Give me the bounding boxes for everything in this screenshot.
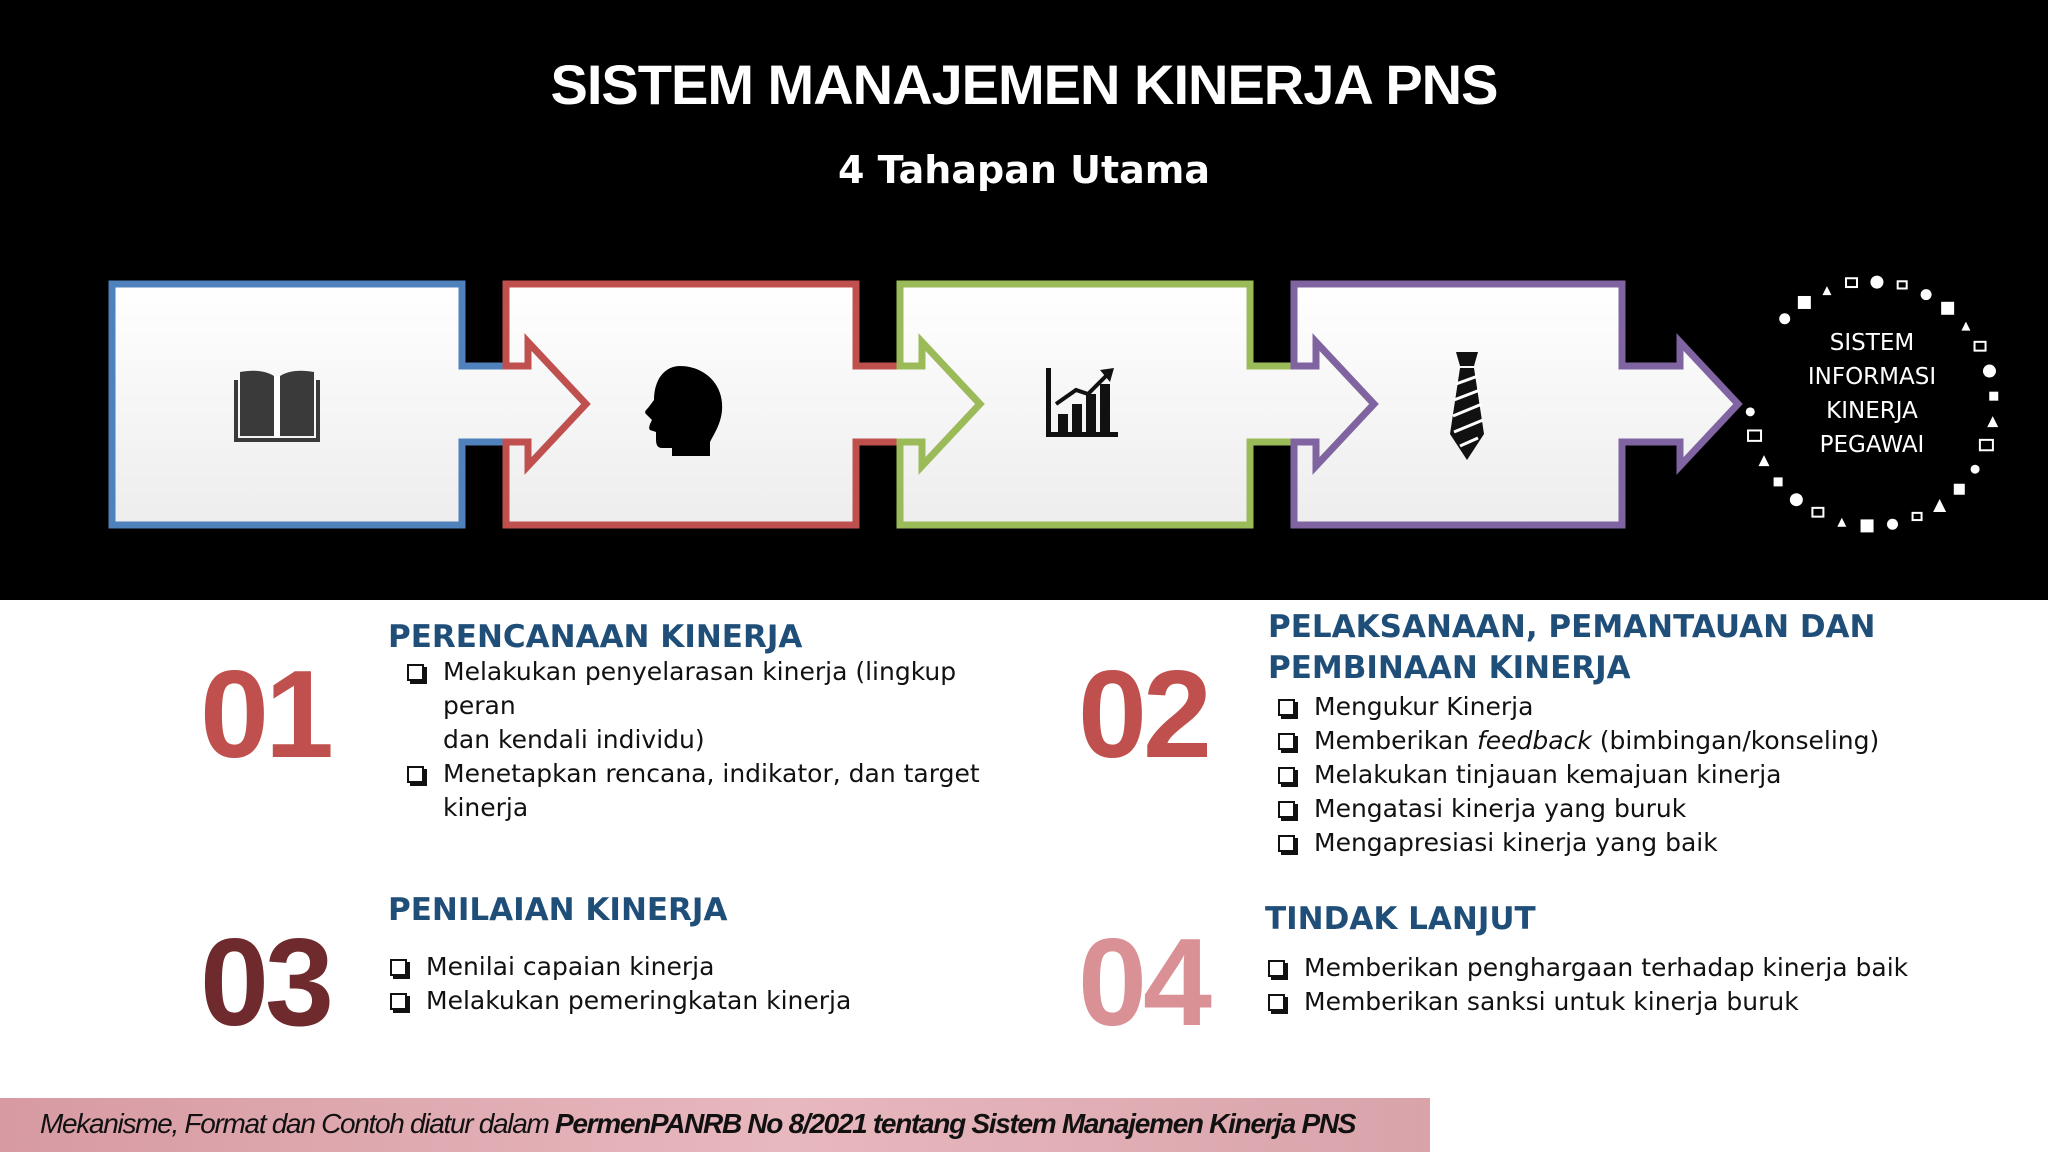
system-ring-icon	[1774, 477, 1783, 486]
list-item: Melakukan pemeringkatan kinerja	[388, 984, 1008, 1018]
section-list-03	[388, 950, 1008, 1018]
footer-regulation: PermenPANRB No 8/2021 tentang Sistem Manajemen Kinerja PNS	[555, 1108, 1356, 1139]
checkbox-icon	[390, 959, 407, 976]
list-item: Memberikan feedback (bimbingan/konseling)	[1276, 724, 1976, 758]
system-ring-icon	[1812, 508, 1823, 517]
section-title-01	[388, 617, 802, 658]
checkbox-icon	[407, 766, 424, 783]
system-ring-icon	[1941, 302, 1954, 315]
system-ring-icon	[1861, 519, 1874, 532]
checkbox-icon	[407, 664, 424, 681]
system-info-line: KINERJA	[1826, 398, 1918, 424]
section-title-line: TINDAK LANJUT	[1265, 901, 1536, 937]
list-item: Memberikan penghargaan terhadap kinerja baik	[1266, 951, 1986, 985]
list-item: Mengukur Kinerja	[1276, 690, 1976, 724]
section-title-04	[1265, 899, 1536, 940]
system-ring-icon	[1987, 416, 1998, 427]
system-ring-icon	[1748, 430, 1761, 440]
system-ring-icon	[1980, 440, 1993, 450]
system-info-line: PEGAWAI	[1819, 432, 1925, 458]
page-title: SISTEM MANAJEMEN KINERJA PNS	[550, 53, 1498, 116]
section-list-01	[405, 655, 1025, 825]
section-title-03	[388, 890, 727, 931]
system-info-line: INFORMASI	[1807, 364, 1937, 390]
footer-prefix: Mekanisme, Format dan Contoh diatur dalam	[40, 1108, 555, 1139]
section-number-04: 04	[1078, 914, 1208, 1052]
book-icon	[234, 371, 320, 442]
section-list-02	[1276, 690, 1976, 860]
system-ring-icon	[1921, 289, 1932, 300]
section-title-02	[1268, 607, 1876, 689]
list-item: Menilai capaian kinerja	[388, 950, 1008, 984]
system-ring-icon	[1954, 484, 1965, 495]
system-ring-icon	[1746, 407, 1755, 416]
system-info-line: SISTEM	[1829, 330, 1915, 356]
checkbox-icon	[1278, 835, 1295, 852]
list-item: Menetapkan rencana, indikator, dan target kinerja	[405, 757, 1025, 825]
checkbox-icon	[1278, 733, 1295, 750]
section-number-01: 01	[200, 646, 330, 784]
system-info-label	[1792, 326, 1952, 462]
checkbox-icon	[1278, 767, 1295, 784]
system-ring-icon	[1870, 276, 1883, 289]
section-number-02: 02	[1078, 646, 1208, 784]
system-ring-icon	[1846, 278, 1857, 287]
checkbox-icon	[390, 993, 407, 1010]
page-subtitle: 4 Tahapan Utama	[837, 148, 1211, 192]
system-ring-icon	[1975, 342, 1986, 351]
system-ring-icon	[1933, 499, 1946, 512]
system-ring-icon	[1887, 519, 1898, 530]
system-ring-icon	[1961, 322, 1970, 331]
system-ring-icon	[1798, 296, 1811, 309]
checkbox-icon	[1268, 994, 1285, 1011]
section-title-line: PENILAIAN KINERJA	[388, 892, 728, 928]
system-ring-icon	[1913, 513, 1922, 520]
system-ring-icon	[1837, 518, 1846, 527]
list-item: Melakukan tinjauan kemajuan kinerja	[1276, 758, 1976, 792]
system-ring-icon	[1822, 286, 1831, 295]
checkbox-icon	[1278, 699, 1295, 716]
system-ring-icon	[1971, 465, 1980, 474]
system-ring-icon	[1779, 313, 1790, 324]
system-ring-icon	[1983, 365, 1996, 378]
list-item: Memberikan sanksi untuk kinerja buruk	[1266, 985, 1986, 1019]
section-title-line: PEMBINAAN KINERJA	[1268, 650, 1631, 686]
section-title-line: PELAKSANAAN, PEMANTAUAN DAN	[1268, 609, 1876, 645]
list-item: Mengatasi kinerja yang buruk	[1276, 792, 1976, 826]
system-ring-icon	[1790, 493, 1803, 506]
list-item: Mengapresiasi kinerja yang baik	[1276, 826, 1976, 860]
list-item: Melakukan penyelarasan kinerja (lingkup peran dan kendali individu)	[405, 655, 1025, 757]
section-list-04	[1266, 951, 1986, 1019]
section-number-03: 03	[200, 914, 330, 1052]
checkbox-icon	[1268, 960, 1285, 977]
section-title-line: PERENCANAAN KINERJA	[388, 619, 803, 655]
system-ring-icon	[1898, 281, 1907, 288]
system-ring-icon	[1989, 392, 1998, 401]
system-ring-icon	[1758, 455, 1769, 466]
checkbox-icon	[1278, 801, 1295, 818]
footer-note	[40, 1108, 1355, 1140]
